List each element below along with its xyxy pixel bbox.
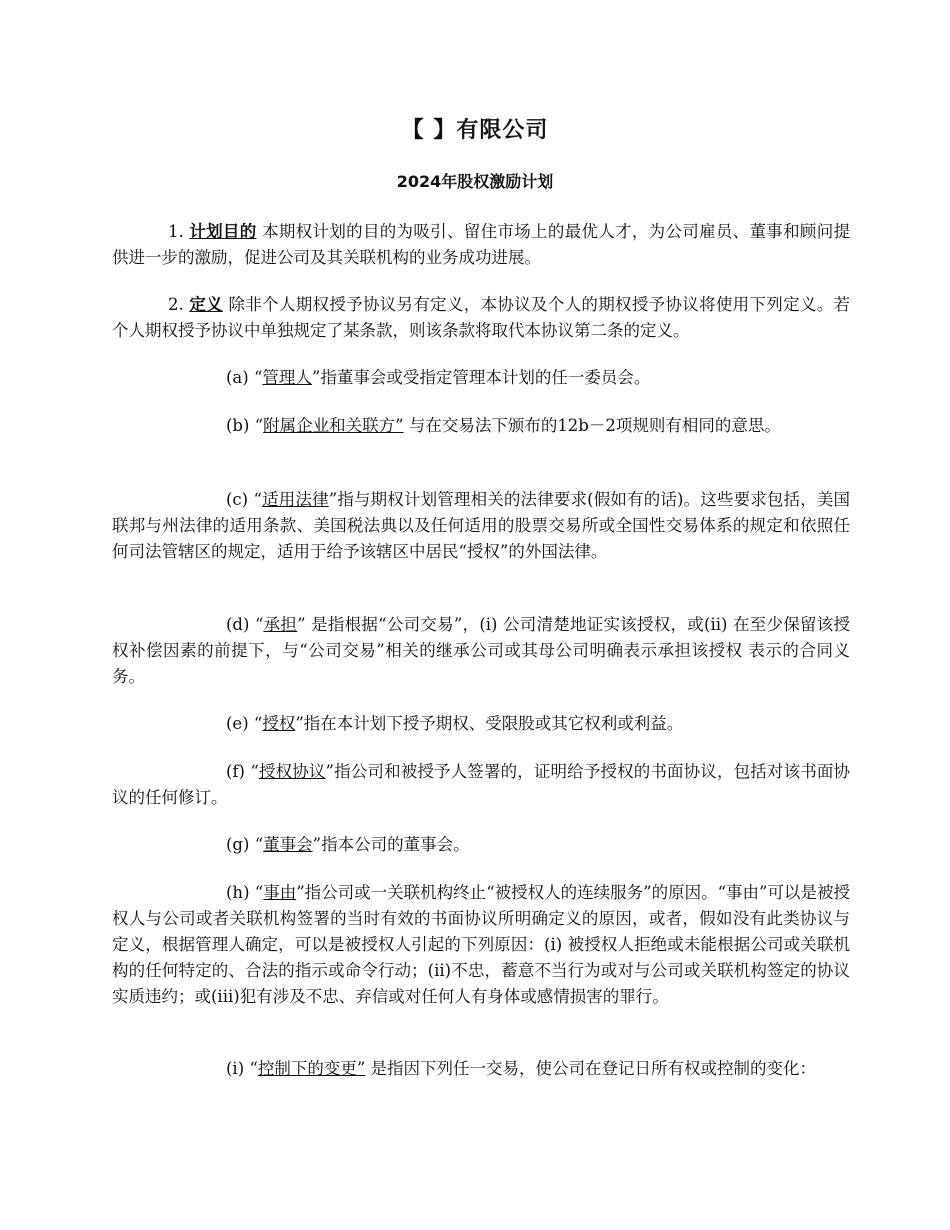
definition-term: 管理人	[262, 368, 312, 387]
definition-item	[112, 832, 850, 858]
definition-term: 附属企业和关联方”	[263, 416, 404, 435]
quote-open: “	[253, 714, 263, 733]
definition-term: 控制下的变更”	[257, 1059, 366, 1078]
document-subtitle: 2024年股权激励计划	[396, 172, 554, 191]
definition-label: (f)	[226, 762, 245, 781]
definition-item	[112, 711, 850, 737]
document-title: 【 】有限公司	[401, 118, 549, 143]
section-purpose	[112, 219, 850, 271]
quote-close: ”	[297, 615, 306, 634]
definition-label: (b)	[226, 416, 250, 435]
definition-text: 指在本计划下授予期权、受限股或其它权利或利益。	[303, 714, 684, 733]
definition-item	[112, 413, 850, 439]
quote-open: “	[254, 835, 264, 854]
section-definitions	[112, 292, 850, 344]
quote-close: ”	[312, 835, 322, 854]
definition-label: (i)	[226, 1059, 245, 1078]
quote-open: “	[254, 883, 264, 902]
definition-item	[112, 487, 850, 565]
definition-text: 是指因下列任一交易，使公司在登记日所有权或控制的变化：	[370, 1059, 817, 1078]
definition-item	[112, 365, 850, 391]
definition-text: 指董事会或受指定管理本计划的任一委员会。	[320, 368, 651, 387]
quote-open: “	[253, 490, 262, 509]
definition-term: 承担	[263, 615, 298, 634]
definition-label: (a)	[226, 368, 249, 387]
definition-label: (g)	[226, 835, 250, 854]
definition-item	[112, 612, 850, 690]
section-title: 定义	[189, 295, 223, 314]
definition-term: 授权协议	[258, 762, 326, 781]
definition-label: (e)	[226, 714, 249, 733]
section-number: 2.	[168, 295, 184, 314]
definition-term: 授权	[262, 714, 296, 733]
quote-close: ”	[295, 714, 304, 733]
section-text: 本期权计划的目的为吸引、留住市场上的最优人才，为公司雇员、董事和顾问提供进一步的激励，促进公司及其关联机构的业务成功进展。	[112, 222, 851, 267]
definition-term: 适用法律	[261, 490, 329, 509]
definition-text: 指公司或一关联机构终止“被授权人的连续服务”的原因。“事由”可以是被授权人与公司或者关联机构签署的当时有效的书面协议所明确定义的原因，或者，假如没有此类协议与定义，根据管理人确定，可以是被授权人引起的下列原因：(i) 被授权人拒绝或未能根据公司或关联机构的任何特定的、合法的指示或命令行动；(ii)不忠，蓄意不当行为或对与公司或关联机构签定的协议实质违约；或(iii)犯有涉及不忠、弃信或对任何人有身体或感情损害的罪行。	[112, 883, 850, 1006]
quote-open: “	[254, 416, 264, 435]
definition-text: 指与期权计划管理相关的法律要求(假如有的话)。这些要求包括，美国联邦与州法律的适用条款、美国税法典以及任何适用的股票交易所或全国性交易体系的规定和依照任何司法管辖区的规定，适用于给予该辖区中居民“授权”的外国法律。	[112, 490, 851, 561]
quote-close: ”	[328, 490, 338, 509]
definition-item	[112, 759, 850, 811]
section-title: 计划目的	[189, 222, 257, 241]
definition-text: 指公司和被授予人签署的，证明给予授权的书面协议，包括对该书面协议的任何修订。	[112, 762, 851, 807]
quote-open: “	[254, 615, 264, 634]
definition-text: 与在交易法下颁布的12b－2项规则有相同的意思。	[408, 416, 781, 435]
definition-text: 是指根据“公司交易”，(i) 公司清楚地证实该授权，或(ii) 在至少保留该授权补偿因素的前提下，与“公司交易”相关的继承公司或其母公司明确表示承担该授权 表示的合同义务。	[112, 615, 851, 686]
quote-close: ”	[311, 368, 321, 387]
quote-close: ”	[296, 883, 305, 902]
definition-label: (h)	[226, 883, 250, 902]
definition-term: 事由	[263, 883, 297, 902]
definition-text: 指本公司的董事会。	[321, 835, 470, 854]
quote-open: “	[250, 762, 259, 781]
quote-close: ”	[325, 762, 334, 781]
quote-open: “	[253, 368, 263, 387]
section-number: 1.	[168, 222, 184, 241]
definition-label: (d)	[226, 615, 250, 634]
definition-item	[112, 880, 850, 1010]
definition-label: (c)	[226, 490, 249, 509]
definition-item	[112, 1056, 850, 1082]
definition-term: 董事会	[263, 835, 313, 854]
section-text: 除非个人期权授予协议另有定义，本协议及个人的期权授予协议将使用下列定义。若个人期权授予协议中单独规定了某条款，则该条款将取代本协议第二条的定义。	[112, 295, 851, 340]
quote-open: “	[249, 1059, 258, 1078]
